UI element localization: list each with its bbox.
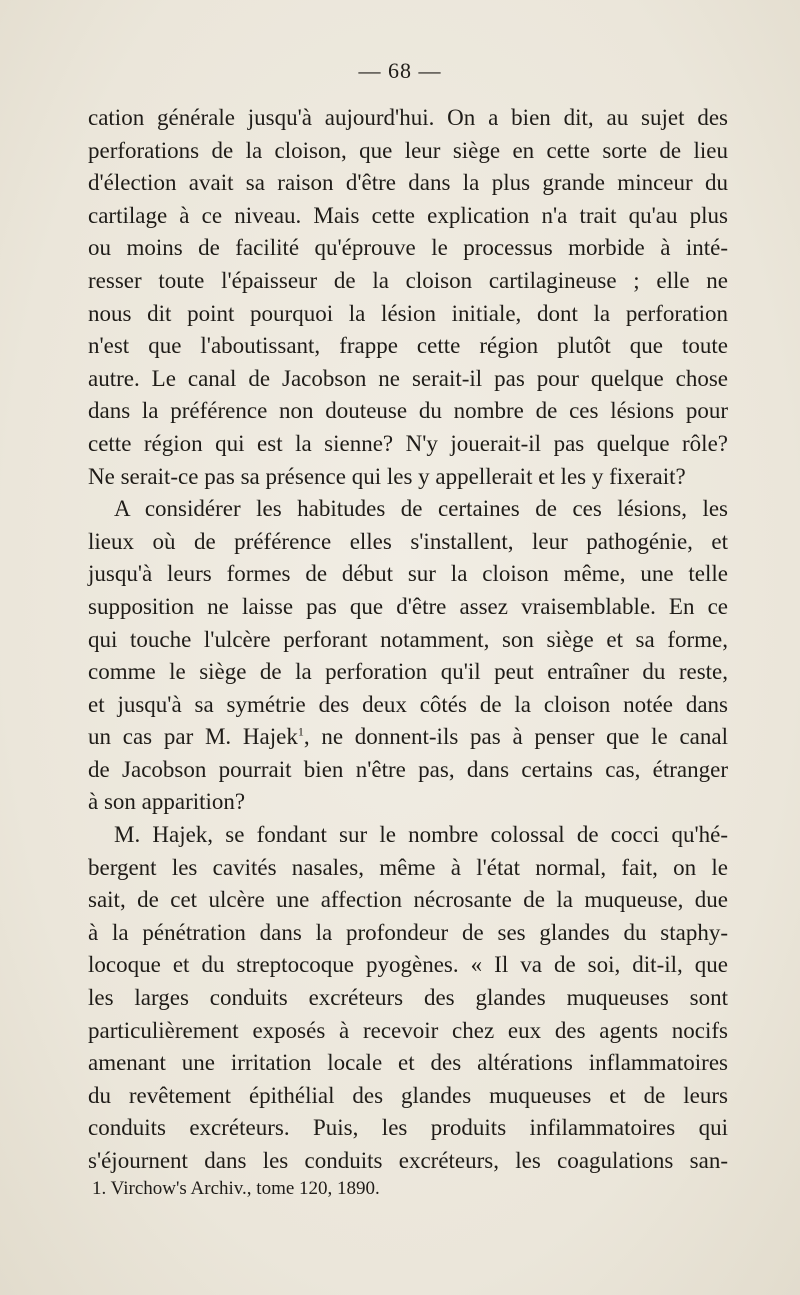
- footnote: 1. Virchow's Archiv., tome 120, 1890.: [92, 1178, 380, 1199]
- text-line: s'éjournent dans les conduits excréteurs, les coagulations san-: [88, 1148, 728, 1173]
- text-line-part: , ne donnent-ils pas à penser que le canal: [303, 724, 728, 750]
- text-line: lieux où de préférence elles s'installent, leur pathogénie, et: [88, 528, 728, 554]
- text-line: conduits excréteurs. Puis, les produits infilammatoires qui: [88, 1115, 728, 1141]
- text-line: perforations de la cloison, que leur siège en cette sorte de lieu: [88, 137, 728, 163]
- text-line: comme le siège de la perforation qu'il peut entraîner du reste,: [88, 659, 728, 685]
- text-line: A considérer les habitudes de certaines de ces lésions, les: [114, 496, 728, 522]
- text-line: cation générale jusqu'à aujourd'hui. On a bien dit, au sujet des: [88, 105, 728, 130]
- text-line: dans la préférence non douteuse du nombre de ces lésions pour: [88, 398, 728, 424]
- text-line: locoque et du streptocoque pyogènes. « Il va de soi, dit-il, que: [88, 952, 728, 978]
- text-line: n'est que l'aboutissant, frappe cette région plutôt que toute: [88, 333, 728, 359]
- text-line: cartilage à ce niveau. Mais cette explication n'a trait qu'au plus: [88, 202, 728, 228]
- text-line: particulièrement exposés à recevoir chez eux des agents nocifs: [88, 1017, 728, 1043]
- text-line-part: un cas par M. Hajek: [88, 724, 298, 750]
- text-line: de Jacobson pourrait bien n'être pas, dans certains cas, étranger: [88, 756, 728, 782]
- text-line: ou moins de facilité qu'éprouve le processus morbide à inté-: [88, 235, 728, 261]
- text-line: à son apparition?: [88, 789, 246, 815]
- text-line: sait, de cet ulcère une affection nécrosante de la muqueuse, due: [88, 887, 728, 913]
- text-line: resser toute l'épaisseur de la cloison cartilagineuse ; elle ne: [88, 267, 728, 293]
- text-line: cette région qui est la sienne? N'y jouerait-il pas quelque rôle?: [88, 430, 728, 456]
- text-line-with-footnote-ref: [88, 721, 728, 754]
- text-line: qui touche l'ulcère perforant notamment, son siège et sa forme,: [88, 626, 728, 652]
- body-text: [88, 102, 728, 1178]
- text-line: d'élection avait sa raison d'être dans la plus grande minceur du: [88, 170, 728, 196]
- text-line: bergent les cavités nasales, même à l'état normal, fait, on le: [88, 854, 728, 880]
- text-line: jusqu'à leurs formes de début sur la cloison même, une telle: [88, 561, 728, 587]
- text-line: et jusqu'à sa symétrie des deux côtés de la cloison notée dans: [88, 691, 728, 717]
- text-line: amenant une irritation locale et des altérations inflammatoires: [88, 1050, 728, 1076]
- page-number: — 68 —: [358, 58, 442, 83]
- text-line: les larges conduits excréteurs des glandes muqueuses sont: [88, 985, 728, 1011]
- text-line: autre. Le canal de Jacobson ne serait-il pas pour quelque chose: [88, 365, 728, 391]
- text-line: nous dit point pourquoi la lésion initiale, dont la perforation: [88, 300, 728, 326]
- text-line: M. Hajek, se fondant sur le nombre colossal de cocci qu'hé-: [114, 822, 728, 848]
- text-line: du revêtement épithélial des glandes muqueuses et de leurs: [88, 1082, 728, 1108]
- footnote-marker: 1: [297, 724, 304, 739]
- text-line: à la pénétration dans la profondeur de ses glandes du staphy-: [88, 919, 728, 945]
- text-line: supposition ne laisse pas que d'être assez vraisemblable. En ce: [88, 593, 728, 619]
- text-line: Ne serait-ce pas sa présence qui les y appellerait et les y fixerait?: [88, 463, 686, 489]
